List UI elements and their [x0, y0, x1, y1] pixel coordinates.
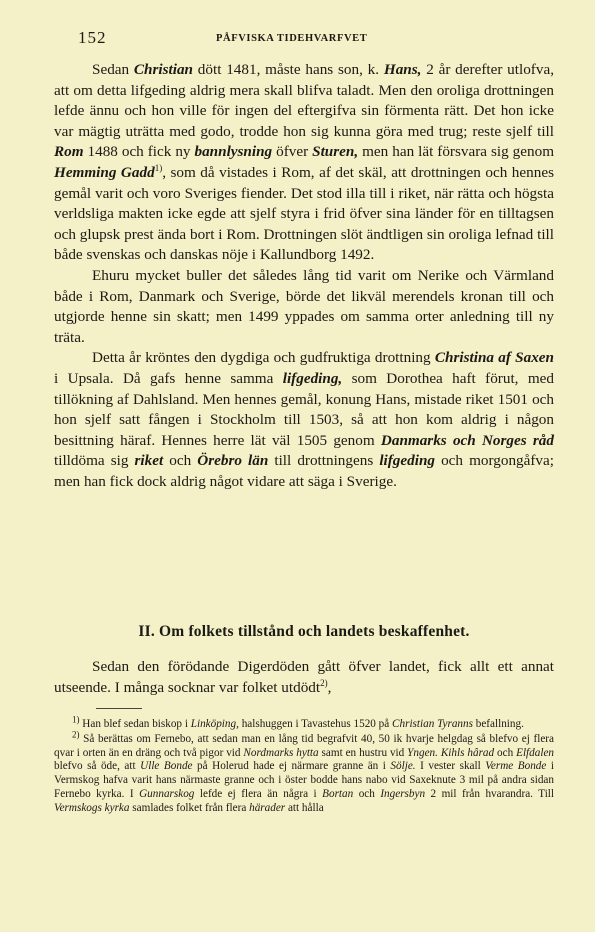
text-run: till drottningens	[268, 452, 380, 470]
footnote-mark: 1)	[72, 714, 80, 725]
text-run: och morgongåfva; men han fick dock aldrig något vidare att säga i Sverige.	[54, 452, 554, 490]
emphasis: Christina af Saxen	[434, 349, 554, 367]
footnote-divider	[96, 708, 142, 709]
text-run: halshuggen i Tavastehus 1520 på	[238, 718, 393, 730]
emphasis: Bortan	[322, 787, 354, 800]
emphasis: Yngen.	[407, 746, 438, 759]
text-run: men han lät försvara sig genom	[358, 143, 555, 161]
text-run: 1488 och fick ny	[83, 143, 195, 161]
emphasis: bannlysning	[194, 143, 273, 161]
text-run: I vester skall	[415, 760, 486, 773]
footnote-ref: 1)	[154, 162, 163, 173]
emphasis: Örebro län	[197, 452, 269, 470]
emphasis: Gunnarskog	[139, 787, 195, 800]
page-number: 152	[78, 28, 107, 47]
footnotes	[54, 714, 555, 817]
emphasis: Kihls hârad	[440, 746, 495, 759]
emphasis: Hemming Gadd	[54, 163, 155, 181]
footnote	[54, 714, 554, 732]
text-run: på Holerud hade ej närmare granne än i	[192, 760, 391, 773]
text-run: 2 mil från hvarandra. Till	[425, 787, 555, 800]
paragraph	[54, 60, 554, 266]
text-run: som Dorothea haft förut, med tillökning af Dahlsland. Men hennes gemål, konung Hans, mistade riket 1501 och hon sjelf satt fången i Stockholm till 1503, så att hon kom aldrig i någon besittning häraf. Hennes herre lät väl 1505 genom	[54, 369, 554, 449]
emphasis: riket	[134, 452, 164, 470]
emphasis: Nordmarks hytta	[243, 746, 319, 759]
text-run: och	[494, 746, 517, 759]
text-run: tilldöma sig	[54, 452, 135, 470]
paragraph	[54, 657, 554, 698]
text-run: Sedan	[92, 61, 134, 78]
emphasis: Linköping,	[190, 718, 239, 730]
emphasis: Verme Bonde	[485, 760, 547, 773]
footnote-ref: 2)	[320, 677, 328, 688]
page-header	[78, 28, 524, 50]
text-run: ,	[327, 678, 332, 696]
text-run: Han blef sedan biskop i	[79, 718, 191, 730]
emphasis: lifgeding,	[282, 369, 343, 387]
text-run: lefde ej flera än några i	[194, 787, 323, 800]
emphasis: Vermskogs kyrka	[54, 801, 130, 814]
text-run: att hålla	[285, 801, 324, 814]
emphasis: Rom	[54, 143, 84, 161]
emphasis: Hans,	[383, 61, 422, 78]
text-run: och	[163, 452, 198, 470]
emphasis: Christian	[133, 61, 194, 78]
footnote-mark: 2)	[72, 729, 80, 740]
footnote	[54, 729, 555, 816]
text-run: samt en hustru vid	[318, 746, 408, 759]
text-run: Detta år kröntes den dygdiga och gudfruktiga drottning	[92, 349, 435, 367]
text-run: , som då vistades i Rom, af det skäl, att drottningen och hennes gemål varit och voro Sveriges fiender. Det stod illa till i riket, när rätta och högsta verldsliga makten icke egde att sjelf styra i frid öfver sina länder för en tilltagsen och glupsk prest ända bort i Rom. Drottningen slöt ändtligen sin oroliga lefnad till både svenskas och danskas nöje i Kallundborg 1492.	[54, 163, 554, 264]
emphasis: Sturen,	[312, 143, 359, 161]
text-run: blefvo så öde, att	[54, 760, 141, 773]
emphasis: härader	[249, 801, 286, 814]
paragraph: Ehuru mycket buller det således lång tid varit om Nerike och Värmland både i Rom, Danmark och Sverige, börde det likväl merendels kronan till och utgjorde henne sin skatt; men 1499 yppades om samma orter anledning till ny träta.	[54, 266, 554, 346]
text-run: öfver	[272, 143, 313, 161]
text-run: 2 år derefter utlofva, att om detta lifgeding aldrig mera skall blifva taladt. Men den oroliga drottningen lefde ännu och hon ville för ingen del eftergifva sin förmenta rätt. Det hon icke var mägtig uträtta med godo, trodde hon sig kunna göra med trug; reste sjelf till	[54, 61, 554, 140]
running-title: PÅFVISKA TIDEHVARFVET	[216, 33, 368, 44]
text-run: dött 1481, måste hans son, k.	[193, 61, 384, 78]
section-heading: II. Om folkets tillstånd och landets beskaffenhet.	[138, 623, 470, 640]
section-text	[54, 657, 554, 698]
text-run: befallning.	[472, 718, 524, 730]
text-run: samlades folket från flera	[129, 801, 250, 814]
main-text	[54, 60, 554, 492]
text-run: Så berättas om Fernebo, att sedan man en lång tid begrafvit 40, 50 ik hvarje helgdag så blefvo ej flera qvar i orten än en dräng och två pigor vid	[54, 732, 554, 759]
paragraph	[54, 348, 554, 492]
emphasis: lifgeding	[379, 452, 435, 470]
text-run: Sedan den förödande Digerdöden gått öfver landet, fick allt ett annat utseende. I många socknar var folket utdödt	[54, 658, 554, 696]
emphasis: Sölje.	[390, 760, 416, 773]
emphasis: Ingersbyn	[380, 787, 426, 800]
text-run: i Vermskog hafva varit hans närmaste granne och i öster bodde hans nabo vid Saxeknute 3 mil på andra sidan Fernebo kyrka. I	[54, 760, 554, 800]
emphasis: Ulle Bonde	[140, 760, 193, 773]
emphasis: Danmarks och Norges råd	[380, 431, 554, 449]
emphasis: Elfdalen	[516, 746, 555, 759]
text-run: i Upsala. Då gafs henne samma	[54, 369, 283, 387]
text-run: och	[353, 787, 381, 800]
emphasis: Christian Tyranns	[392, 718, 473, 730]
